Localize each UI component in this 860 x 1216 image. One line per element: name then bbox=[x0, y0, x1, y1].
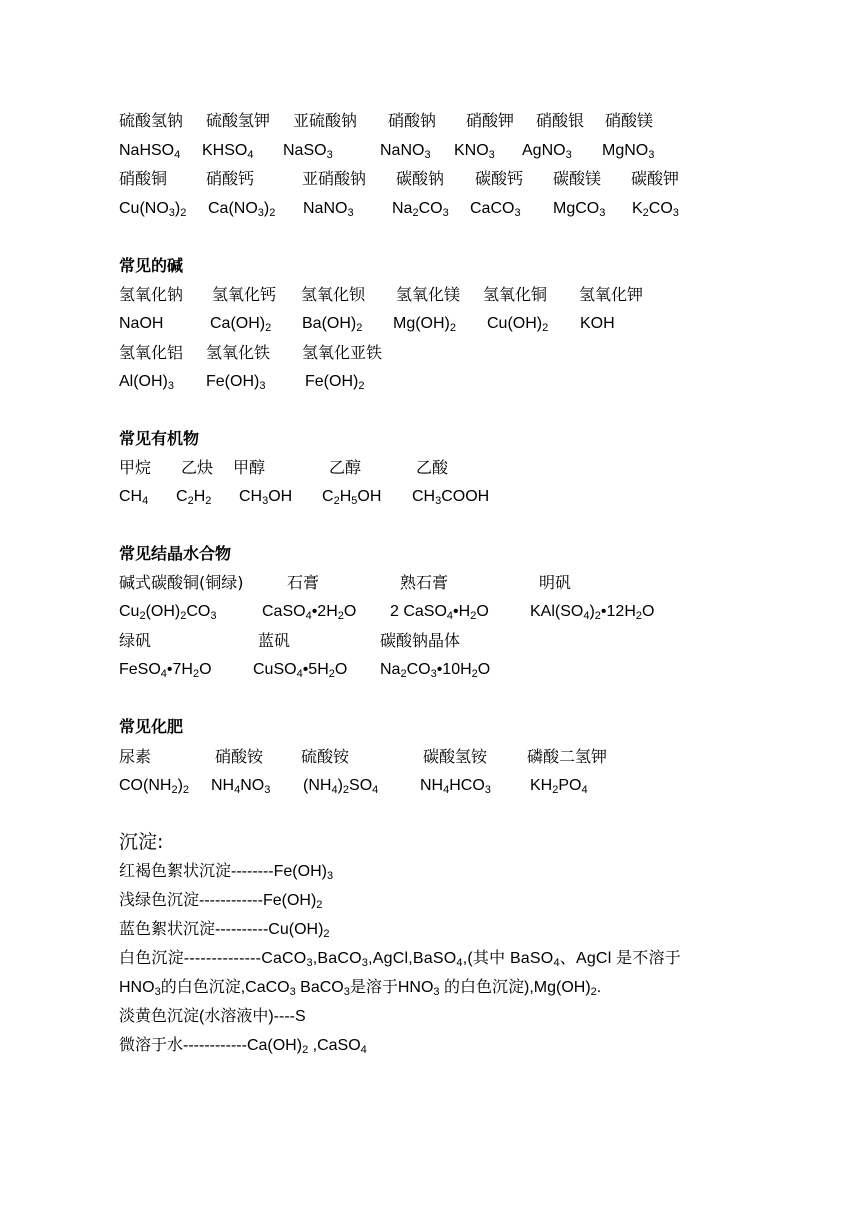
bases-names-row-2 bbox=[0, 341, 860, 365]
salt-formula: $Cu(NO_3)_2$ bbox=[119, 200, 187, 219]
organic-name: 乙炔 bbox=[181, 458, 214, 477]
salt-formula: $KHSO_4$ bbox=[202, 142, 254, 161]
salt-name: 硝酸钠 bbox=[388, 111, 437, 130]
base-name: 氢氧化亚铁 bbox=[302, 343, 383, 362]
base-formula: $Ca(OH)_2$ bbox=[210, 315, 272, 334]
organic-name: 甲醇 bbox=[233, 458, 266, 477]
organic-name: 乙醇 bbox=[329, 458, 362, 477]
salt-name: 硫酸氢钠 bbox=[119, 111, 184, 130]
organics-formulas-row bbox=[0, 485, 860, 509]
salt-name: 亚硝酸钠 bbox=[302, 169, 367, 188]
hydrate-name: 明矾 bbox=[539, 573, 572, 592]
fertilizers-title: 常见化肥 bbox=[119, 717, 184, 736]
fertilizer-name: 磷酸二氢钾 bbox=[527, 747, 608, 766]
salt-formula: $Na_2CO_3$ bbox=[392, 200, 449, 219]
hydrate-name: 石膏 bbox=[287, 573, 320, 592]
hydrate-name: 绿矾 bbox=[119, 631, 152, 650]
fertilizer-formula: $CO(NH_2)_2$ bbox=[119, 777, 190, 796]
salt-formula: NaNO$_3$ bbox=[303, 200, 354, 219]
organic-name: 乙酸 bbox=[416, 458, 449, 477]
base-formula: KOH bbox=[580, 315, 615, 332]
fertilizer-formula: $NH_4NO_3$ bbox=[211, 777, 271, 796]
salts-names-row-1 bbox=[0, 109, 860, 133]
salt-formula: $K_2CO_3$ bbox=[632, 200, 679, 219]
precipitate-line: 淡黄色沉淀(水溶液中)----S bbox=[119, 1008, 306, 1025]
salt-formula: NaSO$_3$ bbox=[283, 142, 333, 161]
salt-name: 碳酸镁 bbox=[553, 169, 602, 188]
hydrates-names-row-2 bbox=[0, 629, 860, 653]
salt-formula: NaHSO$_4$ bbox=[119, 142, 181, 161]
salt-name: 硝酸铜 bbox=[119, 169, 168, 188]
fertilizer-name: 尿素 bbox=[119, 747, 152, 766]
hydrate-name: 熟石膏 bbox=[400, 573, 449, 592]
salt-formula: MgNO$_3$ bbox=[602, 142, 655, 161]
salt-name: 硝酸镁 bbox=[605, 111, 654, 130]
salt-formula: MgCO$_3$ bbox=[553, 200, 606, 219]
fertilizer-name: 硫酸铵 bbox=[301, 747, 350, 766]
organic-formula: $C_2H_2$ bbox=[176, 488, 212, 507]
salt-formula: $KNO_3$ bbox=[454, 142, 495, 161]
precipitate-line: 浅绿色沉淀$------------Fe(OH)_2$ bbox=[119, 892, 323, 911]
fertilizer-formula: $NH_4HCO_3$ bbox=[420, 777, 491, 796]
precipitate-line: 蓝色絮状沉淀$----------Cu(OH)_2$ bbox=[119, 921, 330, 940]
base-name: 氢氧化铝 bbox=[119, 343, 184, 362]
base-formula: $Fe(OH)_3$ bbox=[206, 373, 266, 392]
hydrate-formula: $Cu_2(OH)_2CO_3$ bbox=[119, 603, 217, 622]
base-formula: $Ba(OH)_2$ bbox=[302, 315, 363, 334]
salt-name: 硝酸钾 bbox=[466, 111, 515, 130]
organic-formula: $C_2H_5OH$ bbox=[322, 488, 382, 507]
salt-formula: AgNO$_3$ bbox=[522, 142, 572, 161]
base-formula: $Fe(OH)_2$ bbox=[305, 373, 365, 392]
hydrate-name: 碱式碳酸铜(铜绿) bbox=[119, 573, 244, 592]
fertilizer-formula: $(NH_4)_2SO_4$ bbox=[303, 777, 379, 796]
precipitate-line: 红褐色絮状沉淀$--------Fe(OH)_3$ bbox=[119, 863, 334, 882]
bases-title: 常见的碱 bbox=[119, 256, 184, 275]
organics-names-row bbox=[0, 456, 860, 480]
organic-formula: $CH_3OH$ bbox=[239, 488, 293, 507]
organic-formula: $CH_3COOH$ bbox=[412, 488, 490, 507]
bases-names-row-1 bbox=[0, 283, 860, 307]
salt-formula: $Ca(NO_3)_2$ bbox=[208, 200, 276, 219]
base-formula: $Cu(OH)_2$ bbox=[487, 315, 549, 334]
organic-name: 甲烷 bbox=[119, 458, 152, 477]
bases-formulas-row-1 bbox=[0, 312, 860, 336]
fertilizers-formulas-row bbox=[0, 774, 860, 798]
salt-name: 硝酸银 bbox=[536, 111, 585, 130]
base-formula: $Mg(OH)_2$ bbox=[393, 315, 457, 334]
base-name: 氢氧化钾 bbox=[579, 285, 644, 304]
base-name: 氢氧化钡 bbox=[301, 285, 366, 304]
precipitates-title: 沉淀: bbox=[119, 831, 164, 853]
precipitate-line: $HNO_3$的白色沉淀,CaCO$_3$ BaCO$_3$是溶于$HNO_3$ 的白色沉淀)$,Mg(OH)_2$. bbox=[119, 979, 602, 998]
base-name: 氢氧化钙 bbox=[212, 285, 277, 304]
hydrate-name: 蓝矾 bbox=[258, 631, 291, 650]
fertilizer-formula: $KH_2PO_4$ bbox=[530, 777, 588, 796]
fertilizers-names-row bbox=[0, 745, 860, 769]
hydrate-formula: $FeSO_4•7H_2O$ bbox=[119, 661, 212, 680]
bases-formulas-row-2 bbox=[0, 370, 860, 394]
base-formula: NaOH bbox=[119, 315, 164, 332]
hydrate-formula: 2 $CaSO_4•H_2O$ bbox=[390, 603, 489, 622]
hydrate-name: 碳酸钠晶体 bbox=[380, 631, 461, 650]
precipitate-line: 白色沉淀--------------CaCO$_3$,BaCO$_3$,AgCl,BaSO$_4$,(其中 BaSO$_4$、AgCl 是不溶于 bbox=[119, 950, 681, 969]
hydrates-names-row-1 bbox=[0, 571, 860, 595]
salt-formula: CaCO$_3$ bbox=[470, 200, 521, 219]
salt-name: 碳酸钠 bbox=[396, 169, 445, 188]
organics-title: 常见有机物 bbox=[119, 429, 200, 448]
salt-name: 硫酸氢钾 bbox=[206, 111, 271, 130]
hydrates-formulas-row-2 bbox=[0, 658, 860, 682]
organic-formula: $CH_4$ bbox=[119, 488, 149, 507]
hydrate-formula: $KAl(SO_4)_2•12H_2O$ bbox=[530, 603, 655, 622]
fertilizer-name: 碳酸氢铵 bbox=[423, 747, 488, 766]
hydrate-formula: $CuSO_4•5H_2O$ bbox=[253, 661, 348, 680]
base-name: 氢氧化铁 bbox=[206, 343, 271, 362]
salts-formulas-row-2 bbox=[0, 197, 860, 221]
salts-names-row-2 bbox=[0, 167, 860, 191]
precipitate-line: 微溶于水$------------Ca(OH)_2$ ,CaSO$_4$ bbox=[119, 1037, 367, 1056]
salts-formulas-row-1 bbox=[0, 139, 860, 163]
base-name: 氢氧化铜 bbox=[483, 285, 548, 304]
fertilizer-name: 硝酸铵 bbox=[215, 747, 264, 766]
base-formula: $Al(OH)_3$ bbox=[119, 373, 175, 392]
hydrates-formulas-row-1 bbox=[0, 600, 860, 624]
salt-name: 碳酸钾 bbox=[631, 169, 680, 188]
salt-formula: NaNO$_3$ bbox=[380, 142, 431, 161]
hydrate-formula: $CaSO_4•2H_2O$ bbox=[262, 603, 357, 622]
hydrate-formula: $Na_2CO_3•10H_2O$ bbox=[380, 661, 491, 680]
hydrates-title: 常见结晶水合物 bbox=[119, 544, 232, 563]
salt-name: 碳酸钙 bbox=[475, 169, 524, 188]
base-name: 氢氧化镁 bbox=[396, 285, 461, 304]
salt-name: 硝酸钙 bbox=[206, 169, 255, 188]
base-name: 氢氧化钠 bbox=[119, 285, 184, 304]
salt-name: 亚硫酸钠 bbox=[293, 111, 358, 130]
